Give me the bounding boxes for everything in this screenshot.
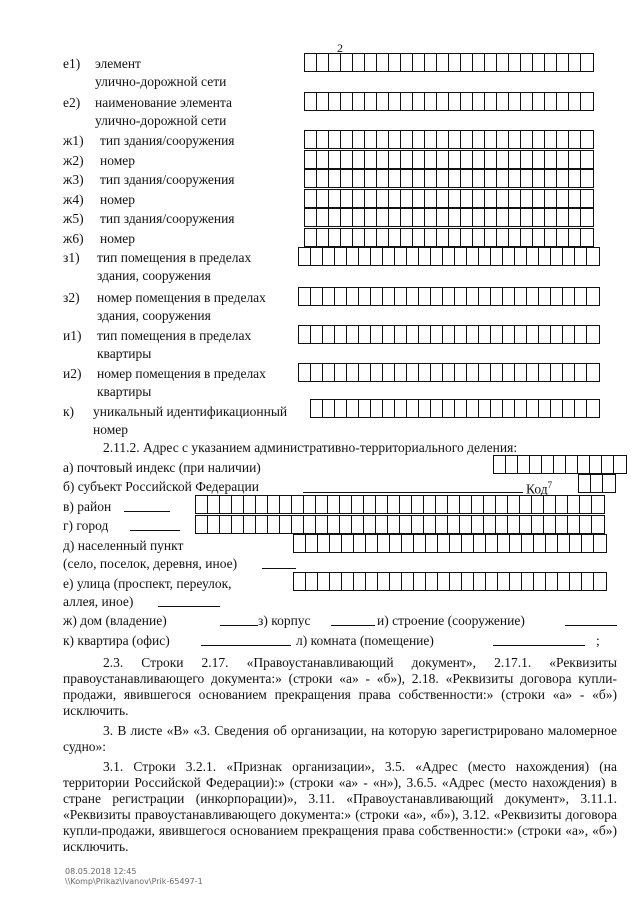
field-b-d2-label: (село, поселок, деревня, иное)	[63, 556, 238, 571]
field-e1-label2: улично-дорожной сети	[95, 74, 227, 89]
field-z2-code: з2)	[63, 290, 80, 305]
page-number: 2	[337, 41, 343, 55]
field-zh4-boxes[interactable]	[304, 189, 594, 208]
field-k-label2: номер	[93, 422, 129, 437]
field-zh1-boxes[interactable]	[304, 130, 594, 149]
field-zh2-label: номер	[100, 153, 136, 168]
field-b-l-label: л) комната (помещение)	[296, 633, 434, 648]
field-z1-boxes[interactable]	[298, 247, 600, 266]
field-zh1-label: тип здания/сооружения	[100, 133, 235, 148]
field-i1-label: тип помещения в пределах	[97, 328, 252, 343]
field-e1-boxes[interactable]	[304, 53, 594, 72]
field-e1-code: е1)	[63, 56, 81, 71]
field-z1-code: з1)	[63, 250, 80, 265]
field-b-e1-label: е) улица (проспект, переулок,	[63, 576, 232, 591]
field-zh5-label: тип здания/сооружения	[100, 211, 235, 226]
field-i1-boxes[interactable]	[298, 325, 600, 344]
field-b-b-label: б) субъект Российской Федерации	[63, 479, 259, 494]
dom-underline[interactable]	[220, 625, 258, 626]
paragraph-3-1: 3.1. Строки 3.2.1. «Признак организации», 3.5. «Адрес (место нахождения) (на территории Российской Федерации):» (строки «а» - «н»), 3.6.5. «Адрес (место нахождения) в стране регистрации (инкорпорации)», 3.11. «Правоустанавливающий документ», 3.11.1. «Реквизиты правоустанавливающего документа:» (строки «а», «б»), 3.12. «Реквизиты договора купли-продажи, явившегося основанием прекращения права собственности:» (строки «а», «б») исключить.	[63, 759, 617, 854]
field-zh4-code: ж4)	[63, 192, 84, 207]
field-b-v-label: в) район	[63, 499, 112, 514]
kod-sup: 7	[547, 480, 553, 490]
komnata-underline[interactable]	[493, 645, 585, 646]
field-z2-label2: здания, сооружения	[97, 308, 211, 323]
paragraph-2-3: 2.3. Строки 2.17. «Правоустанавливающий документ», 2.17.1. «Реквизиты правоустанавливающего документа:» (строки «а» - «б»), 2.18. «Реквизиты договора купли-продажи, явившегося основанием прекращения права собственности:» (строки «а» - «б») исключить.	[63, 655, 617, 718]
field-zh2-code: ж2)	[63, 153, 84, 168]
field-zh6-boxes[interactable]	[304, 228, 594, 247]
field-zh3-code: ж3)	[63, 172, 84, 187]
rayon-boxes[interactable]	[195, 495, 605, 514]
punkt-boxes[interactable]	[293, 534, 607, 553]
field-e2-boxes[interactable]	[304, 92, 594, 111]
field-z2-boxes[interactable]	[298, 287, 600, 306]
field-i1-label2: квартиры	[97, 346, 152, 361]
field-zh5-boxes[interactable]	[304, 208, 594, 227]
field-i2-label2: квартиры	[97, 384, 152, 399]
field-i1-code: и1)	[63, 328, 82, 343]
field-k-label: уникальный идентификационный	[93, 404, 288, 419]
field-e2-label: наименование элемента	[95, 95, 233, 110]
field-zh4-label: номер	[100, 192, 136, 207]
paragraph-3: 3. В листе «В» «3. Сведения об организации, на которую зарегистрировано маломерное судно»:	[63, 723, 617, 754]
field-zh2-boxes[interactable]	[304, 150, 594, 169]
postal-index-boxes[interactable]	[493, 455, 627, 474]
subject-underline[interactable]	[303, 492, 523, 493]
field-e2-label2: улично-дорожной сети	[95, 113, 227, 128]
kod-boxes[interactable]	[578, 474, 616, 493]
field-b-a-label: а) почтовый индекс (при наличии)	[63, 460, 261, 475]
field-i2-boxes[interactable]	[298, 363, 600, 382]
field-z1-label: тип помещения в пределах	[97, 250, 252, 265]
field-b-k-label: к) квартира (офис)	[63, 633, 170, 648]
field-b-e2-label: аллея, иное)	[63, 594, 134, 609]
field-zh6-label: номер	[100, 231, 136, 246]
footer-timestamp: 08.05.2018 12:45	[65, 867, 137, 876]
field-i2-code: и2)	[63, 366, 82, 381]
field-b-d1-label: д) населенный пункт	[63, 538, 184, 553]
field-k-boxes[interactable]	[310, 399, 600, 418]
kvartira-underline[interactable]	[201, 645, 291, 646]
field-b-i-label: и) строение (сооружение)	[377, 613, 525, 628]
gorod-boxes[interactable]	[195, 515, 605, 534]
field-b-end: ;	[596, 633, 600, 648]
field-b-zh-label: ж) дом (владение)	[63, 613, 167, 628]
stroenie-underline[interactable]	[565, 625, 617, 626]
field-z1-label2: здания, сооружения	[97, 268, 211, 283]
ulitsa-boxes[interactable]	[293, 572, 607, 591]
field-b-g-label: г) город	[63, 518, 109, 533]
field-b-z-label: з) корпус	[258, 613, 311, 628]
field-e2-code: е2)	[63, 95, 81, 110]
kod-label: Код$^7$	[526, 480, 553, 497]
field-zh3-label: тип здания/сооружения	[100, 172, 235, 187]
field-z2-label: номер помещения в пределах	[97, 290, 266, 305]
field-zh5-code: ж5)	[63, 211, 84, 226]
field-k-code: к)	[63, 404, 75, 419]
rayon-underline[interactable]	[124, 511, 170, 512]
field-zh3-boxes[interactable]	[304, 169, 594, 188]
korpus-underline[interactable]	[331, 625, 375, 626]
field-i2-label: номер помещения в пределах	[97, 366, 266, 381]
section-2112-heading: 2.11.2. Адрес с указанием административно-территориального деления:	[103, 440, 518, 455]
punkt-underline[interactable]	[262, 568, 296, 569]
field-zh1-code: ж1)	[63, 133, 84, 148]
ulitsa-underline[interactable]	[158, 606, 220, 607]
gorod-underline[interactable]	[130, 530, 180, 531]
field-e1-label: элемент	[95, 56, 141, 71]
field-zh6-code: ж6)	[63, 231, 84, 246]
footer-filepath: \\Komp\Prikaz\Ivanov\Prik-65497-1	[65, 877, 203, 886]
